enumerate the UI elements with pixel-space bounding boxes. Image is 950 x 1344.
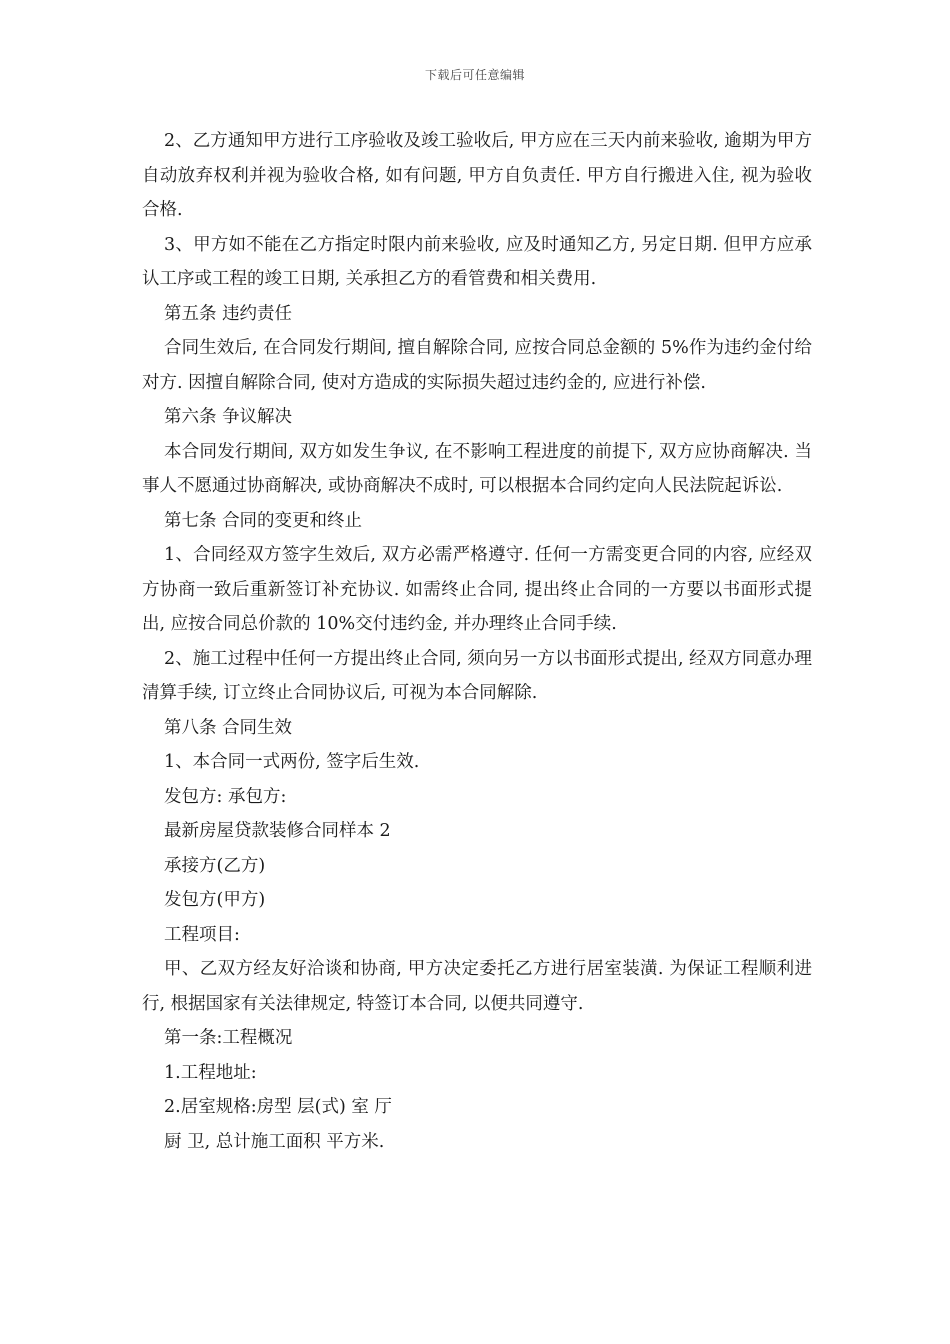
construction-area: 厨 卫, 总计施工面积 平方米. — [164, 1131, 385, 1152]
paragraph-change-1: 1、合同经双方签字生效后, 双方必需严格遵守. 任何一方需变更合同的内容, 应经双方协商一致后重新签订补充协议. 如需终止合同, 提出终止合同的一方要以书面形式提出, 应按合同总价款的 10%交付违约金, 并办理终止合同手续. — [142, 545, 812, 634]
paragraph-dispute: 本合同发行期间, 双方如发生争议, 在不影响工程进度的前提下, 双方应协商解决. 当事人不愿通过协商解决, 或协商解决不成时, 可以根据本合同约定向人民法院起诉讼. — [142, 441, 812, 496]
paragraph-preamble: 甲、乙双方经友好洽谈和协商, 甲方决定委托乙方进行居室装潢. 为保证工程顺利进行, 根据国家有关法律规定, 特签订本合同, 以便共同遵守. — [142, 959, 812, 1014]
section-heading-6: 第六条 争议解决 — [164, 407, 293, 427]
section-heading-8: 第八条 合同生效 — [164, 717, 293, 738]
section-heading-5: 第五条 违约责任 — [164, 303, 293, 324]
paragraph-change-2: 2、施工过程中任何一方提出终止合同, 须向另一方以书面形式提出, 经双方同意办理清算手续, 订立终止合同协议后, 可视为本合同解除. — [142, 648, 812, 703]
paragraph-acceptance-2: 2、乙方通知甲方进行工序验收及竣工验收后, 甲方应在三天内前来验收, 逾期为甲方自动放弃权利并视为验收合格, 如有问题, 甲方自负责任. 甲方自行搬进入住, 视为验收合格. — [142, 131, 812, 220]
document-body — [142, 124, 812, 1159]
page-header: 下载后可任意编辑 — [424, 68, 525, 82]
paragraph-acceptance-3: 3、甲方如不能在乙方指定时限内前来验收, 应及时通知乙方, 另定日期. 但甲方应承认工序或工程的竣工日期, 关承担乙方的看管费和相关费用. — [142, 234, 812, 289]
contract-sample-title: 最新房屋贷款装修合同样本 2 — [164, 821, 391, 841]
paragraph-breach: 合同生效后, 在合同发行期间, 擅自解除合同, 应按合同总金额的 5%作为违约金付给对方. 因擅自解除合同, 使对方造成的实际损失超过违约金的, 应进行补偿. — [142, 338, 812, 393]
section-heading-7: 第七条 合同的变更和终止 — [164, 510, 363, 531]
project-label: 工程项目: — [164, 924, 240, 945]
project-address: 1.工程地址: — [164, 1062, 257, 1083]
signature-line: 发包方: 承包方: — [164, 786, 287, 807]
paragraph-effect-1: 1、本合同一式两份, 签字后生效. — [164, 752, 420, 772]
party-client: 发包方(甲方) — [164, 890, 266, 910]
party-contractor: 承接方(乙方) — [164, 855, 266, 876]
section-heading-1: 第一条:工程概况 — [164, 1028, 293, 1048]
room-specification: 2.居室规格:房型 层(式) 室 厅 — [164, 1097, 392, 1117]
